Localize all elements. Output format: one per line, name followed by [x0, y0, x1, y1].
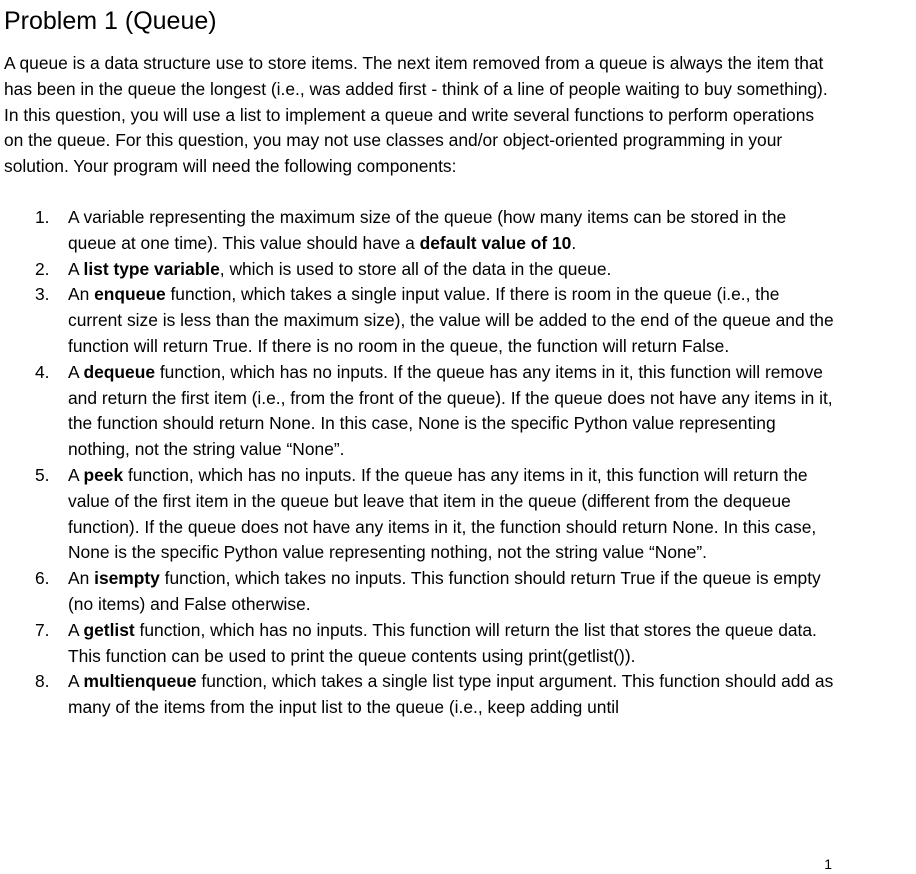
list-item-number: 5.	[35, 464, 50, 485]
list-item-text	[68, 568, 821, 614]
text-run: A	[68, 258, 84, 279]
list-item-number: 8.	[35, 671, 50, 692]
bold-term: default value of 10	[419, 232, 572, 253]
text-run: A	[68, 619, 84, 640]
text-run: A variable representing the maximum size of the queue (how many items can be stored in the queue at one time). This value should have a	[68, 207, 787, 253]
list-item	[0, 205, 838, 257]
intro-paragraph: A queue is a data structure use to store items. The next item removed from a queue is always the item that has been in the queue the longest (i.e., was added first - think of a line of people waiting to buy something). In this question, you will use a list to implement a queue and write several functions to perform operations on the queue. For this question, you may not use classes and/or object-oriented programming in your solution. Your program will need the following components:	[4, 53, 828, 177]
list-item	[0, 566, 838, 618]
text-run: An	[68, 284, 95, 305]
list-item-text	[68, 620, 817, 666]
text-run: An	[68, 568, 95, 589]
text-run: function, which has no inputs. This function will return the list that stores the queue data. This function can be used to print the queue contents using print(getlist()).	[68, 619, 817, 666]
text-run: function, which takes a single input value. If there is room in the queue (i.e., the current size is less than the maximum size), the value will be added to the end of the queue and the function will return True. If there is no room in the queue, the function will return False.	[68, 284, 834, 356]
text-run: function, which has no inputs. If the queue has any items in it, this function will remove and return the first item (i.e., from the front of the queue). If the queue does not have any items in it, the function should return None. In this case, None is the specific Python value representing nothing, not the string value “None”.	[68, 361, 833, 460]
page-number: 1	[824, 856, 832, 872]
text-run: A	[68, 361, 84, 382]
list-item-text	[68, 465, 816, 562]
list-item-number: 2.	[35, 258, 50, 279]
list-item-text	[68, 207, 786, 253]
page-title: Problem 1 (Queue)	[4, 7, 217, 35]
bold-term: peek	[83, 464, 124, 485]
list-item	[0, 282, 838, 359]
requirements-list	[0, 205, 900, 721]
text-run: A	[68, 671, 84, 692]
bold-term: list type variable	[83, 258, 220, 279]
list-item-text	[68, 671, 833, 717]
list-item-number: 7.	[35, 619, 50, 640]
text-run: A	[68, 464, 84, 485]
bold-term: multienqueue	[83, 671, 197, 692]
text-run: , which is used to store all of the data in the queue.	[219, 258, 612, 279]
list-item	[0, 463, 838, 566]
text-run: .	[571, 232, 577, 253]
text-run: function, which takes no inputs. This function should return True if the queue is empty (no items) and False otherwise.	[68, 568, 821, 614]
list-item	[0, 360, 838, 463]
list-item-number: 3.	[35, 284, 50, 305]
list-item-text	[68, 284, 834, 356]
list-item	[0, 618, 838, 670]
list-item-number: 4.	[35, 361, 50, 382]
list-item-text	[68, 362, 833, 459]
list-item-number: 1.	[35, 207, 50, 227]
list-item	[0, 257, 838, 283]
list-item-number: 6.	[35, 568, 50, 589]
bold-term: isempty	[94, 568, 160, 589]
list-item	[0, 669, 838, 721]
text-run: function, which has no inputs. If the queue has any items in it, this function will return the value of the first item in the queue but leave that item in the queue (different from the dequeue function). If the queue does not have any items in it, the function should return None. In this case, None is the specific Python value representing nothing, not the string value “None”.	[68, 464, 817, 563]
bold-term: getlist	[83, 619, 135, 640]
list-item-text	[68, 259, 611, 279]
bold-term: enqueue	[94, 284, 166, 305]
bold-term: dequeue	[83, 361, 155, 382]
text-run: function, which takes a single list type input argument. This function should add as many of the items from the input list to the queue (i.e., keep adding until	[68, 671, 834, 718]
